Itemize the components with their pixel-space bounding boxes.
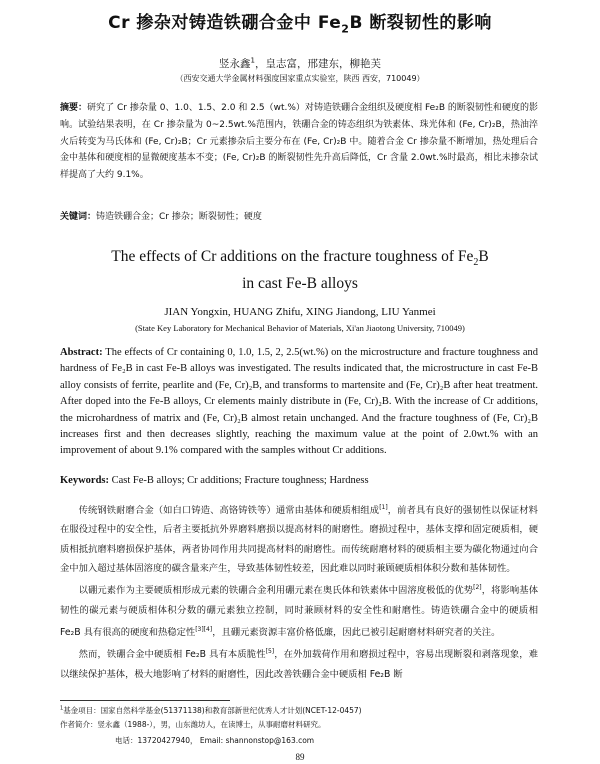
- footnote-contact: 电话：13720427940， Email: shannonstop@163.com: [115, 736, 315, 745]
- english-abstract: Abstract: The effects of Cr containing 0, 1.0, 1.5, 2, 2.5(wt.%) on the microstructure and fracture toughness and hardness of Fe₂B in cast Fe-B alloys was investigated. The results indicated that, the microstructure in cast Fe-B alloy consists of ferrite, pearlite and (Fe, Cr)₂B, and transforms to martensite and (Fe, Cr)₂B after heat treatment. After doped into the Fe-B alloys, Cr elements mainly distribute in (Fe, Cr)₂B. With the increase of Cr additions, the microhardness of matrix and (Fe, Cr)₂B almost retain unchanged. And the fracture toughness of (Fe, Cr)₂B increases first and then decreases slightly, reaching the maximum value at the point of 2.0wt.% with an improvement of about 9.1% compared with the samples without Cr additions.: [60, 347, 538, 457]
- footnote-author: 作者简介：竖永鑫（1988-），男，山东潍坊人，在读博士，从事耐磨材料研究。: [60, 720, 326, 729]
- chinese-abstract: 摘要：研究了 Cr 掺杂量 0、1.0、1.5、2.0 和 2.5（wt.%）对铸造铁硼合金组织及硬度相 Fe₂B 的断裂韧性和硬度的影响。试验结果表明，在 Cr 掺杂量为 0~2.5wt.%范围内，铁硼合金的铸态组织为铁素体、珠光体和 (Fe, Cr)₂B，热油淬火后转变为马氏体和 (Fe, Cr)₂B；Cr 元素掺杂后主要分布在 (Fe, Cr)₂B 中。随着合金 Cr 掺杂量不断增加，热处理后合金中基体和硬度相的显微硬度基本不变；(Fe, Cr)₂B 的断裂韧性先升高后降低，Cr 含量 2.0wt.%时最高，相比未掺杂试样提高了大约 9.1%。: [60, 103, 538, 181]
- english-title: The effects of Cr additions on the fracture toughness of $Fe_2B$ in cast Fe-B alloys: [111, 248, 489, 293]
- english-keywords: Keywords: Cast Fe-B alloys; Cr additions; Fracture toughness; Hardness: [60, 475, 369, 486]
- chinese-affiliation: （西安交通大学金属材料强度国家重点实验室，陕西 西安，710049）: [175, 74, 425, 83]
- paragraph-1: 传统钢铁耐磨合金（如白口铸造、高铬铸铁等）通常由基体和硬质相组成[1]，前者具有良好的强韧性以保证材料在服役过程中的安全性，后者主要抵抗外界磨料磨损以提高材料的耐磨性。磨损过程中，基体支撑和固定硬质相，硬质相抵抗磨料磨损保护基体，两者协同作用共同提高材料的耐磨性。而传统耐磨材料的硬质相主要为碳化物通过向合金中加入超过基体固溶度的碳含量来产生，导致基体韧性较差，因此难以同时兼顾硬质相体积分数和基体韧性。: [60, 504, 538, 574]
- body-text: [60, 498, 538, 684]
- chinese-keywords: 关键词：铸造铁硼合金；Cr 掺杂；断裂韧性；硬度: [60, 212, 262, 222]
- footnote-fund: $^1$基金项目：国家自然科学基金(51371138)和教育部新世纪优秀人才计划(NCET-12-0457): [60, 705, 362, 715]
- chinese-authors: 竖永鑫$^1$，皇志富，邢建东，柳艳芙: [219, 56, 381, 70]
- english-affiliation: (State Key Laboratory for Mechanical Behavior of Materials, Xi'an Jiaotong University, 710049): [135, 323, 465, 333]
- chinese-title: Cr 掺杂对铸造铁硼合金中 $Fe_2B$ 断裂韧性的影响: [108, 13, 492, 36]
- footnote-divider: [60, 700, 230, 701]
- paragraph-3: 然而，铁硼合金中硬质相 Fe₂B 具有本质脆性[5]，在外加载荷作用和磨损过程中，容易出现断裂和剥落现象，难以继续保护基体，极大地影响了材料的耐磨性，因此改善铁硼合金中硬质相 Fe₂B 断: [60, 648, 538, 680]
- page-number: 89: [295, 752, 305, 762]
- paragraph-2: 以硼元素作为主要硬质相形成元素的铁硼合金利用硼元素在奥氏体和铁素体中固溶度极低的优势[2]，将影响基体韧性的碳元素与硬质相体积分数的硼元素独立控制，同时兼顾材料的安全性和耐磨性。铸造铁硼合金中的硬质相 Fe₂B 具有很高的硬度和热稳定性[3][4]，且硼元素资源丰富价格低廉，因此已被引起耐磨材料研究者的关注。: [60, 584, 538, 639]
- chinese-abstract-label: 摘要：: [60, 103, 88, 113]
- english-authors: JIAN Yongxin, HUANG Zhifu, XING Jiandong, LIU Yanmei: [164, 306, 436, 318]
